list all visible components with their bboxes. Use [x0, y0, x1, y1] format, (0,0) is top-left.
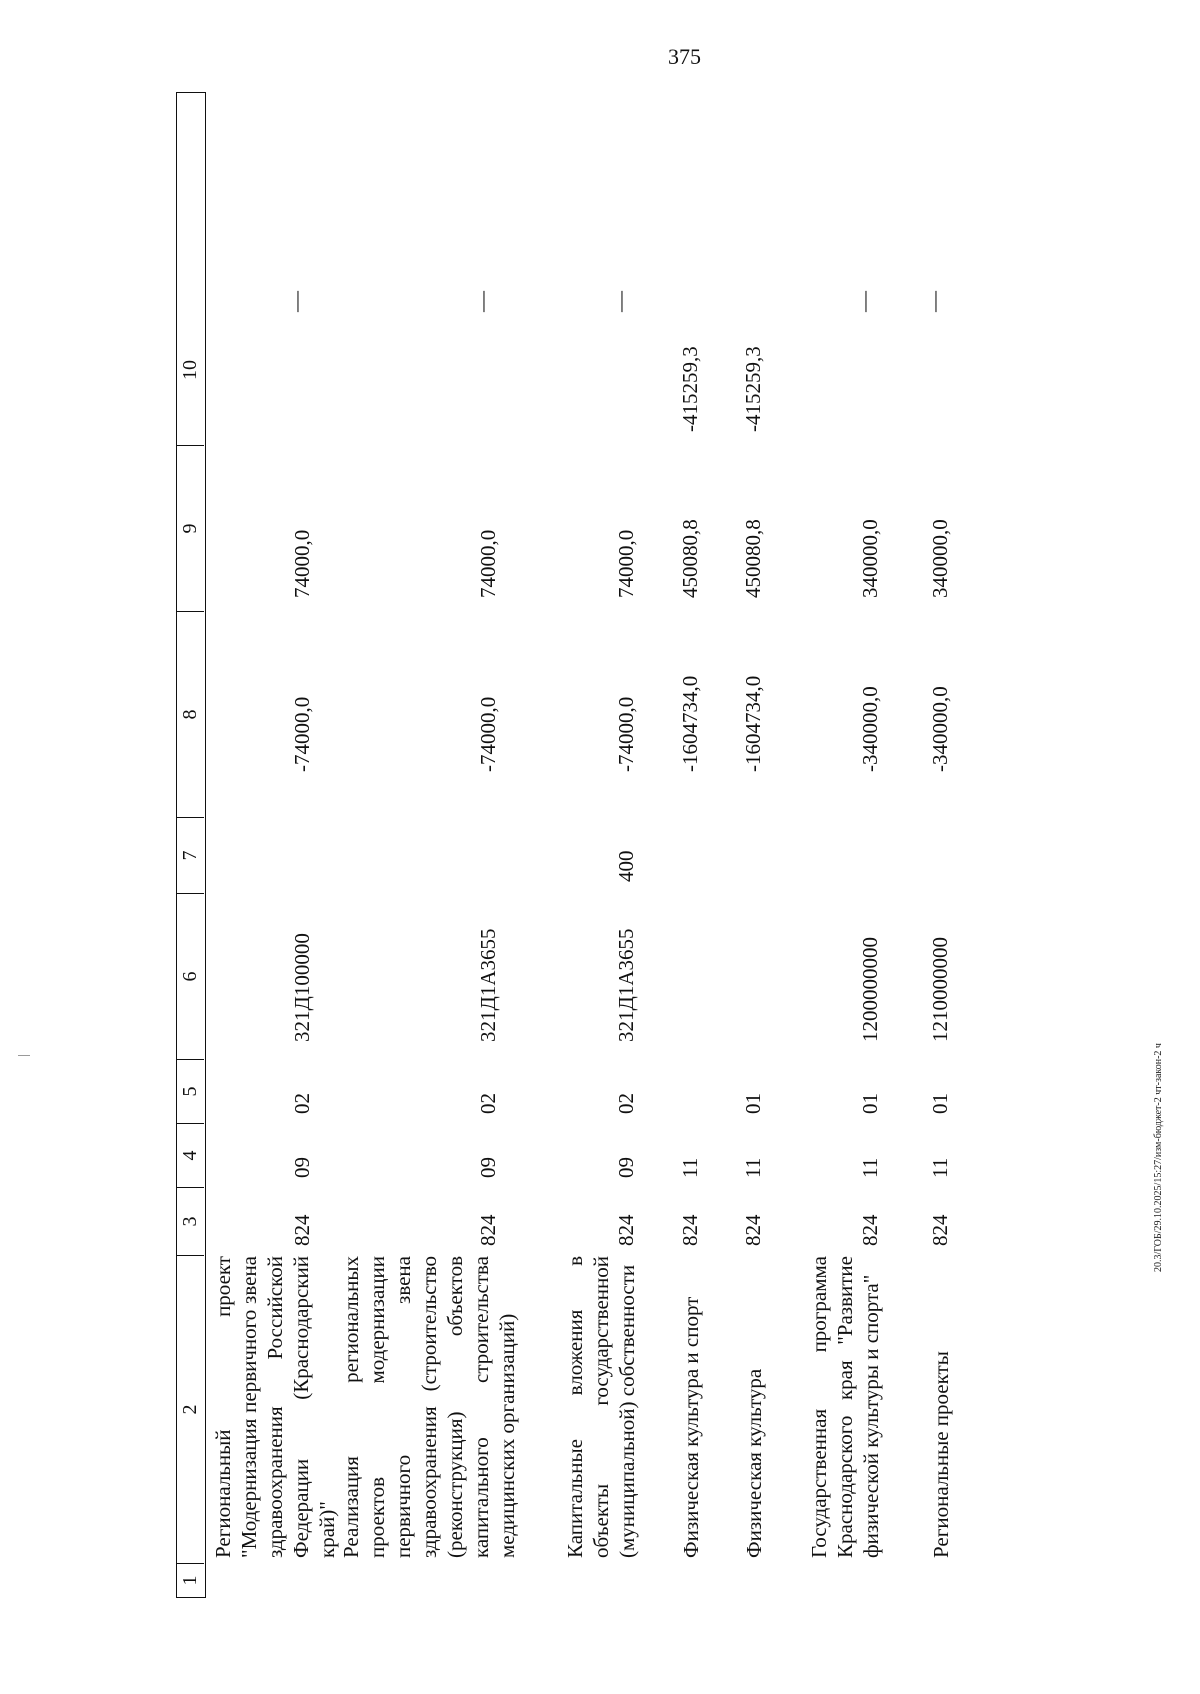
cell-amount-8: -74000,0	[614, 696, 638, 772]
cell-amount-9: 74000,0	[290, 529, 314, 598]
cell-amount-8: -1604734,0	[678, 675, 702, 772]
row-description: Физическая культура	[742, 1368, 766, 1558]
cell-code-4: 11	[858, 1157, 882, 1178]
cell-dash: —	[284, 291, 308, 312]
row-description: Региональный проект "Модернизация первичного звена здравоохранения Российской Федерации (Краснодарский край)"	[211, 1256, 339, 1558]
cell-code-4: 09	[290, 1157, 314, 1178]
col-header-1: 1	[177, 1563, 204, 1597]
cell-code-6: 1210000000	[928, 937, 952, 1042]
scan-mark	[18, 1055, 30, 1056]
cell-amount-9: 450080,8	[741, 519, 765, 598]
cell-code-3: 824	[290, 1214, 314, 1246]
cell-code-4: 11	[928, 1157, 952, 1178]
col-header-8: 8	[177, 611, 204, 817]
cell-amount-9: 340000,0	[928, 519, 952, 598]
row-description: Государственная программа Краснодарского края "Развитие физической культуры и спорта"	[807, 1256, 883, 1558]
cell-amount-8: -74000,0	[476, 696, 500, 772]
cell-code-5: 02	[290, 1093, 314, 1114]
cell-amount-8: -340000,0	[928, 686, 952, 772]
cell-code-5: 01	[858, 1093, 882, 1114]
col-header-3: 3	[177, 1187, 204, 1255]
cell-amount-8: -74000,0	[290, 696, 314, 772]
cell-amount-9: 74000,0	[614, 529, 638, 598]
page-number: 375	[668, 44, 701, 69]
cell-amount-9: 340000,0	[858, 519, 882, 598]
cell-code-4: 09	[614, 1157, 638, 1178]
cell-code-5: 02	[476, 1093, 500, 1114]
cell-amount-9: 74000,0	[476, 529, 500, 598]
cell-dash: —	[608, 291, 632, 312]
col-header-2: 2	[177, 1255, 204, 1563]
col-header-10: 10	[179, 360, 201, 380]
cell-code-3: 824	[858, 1214, 882, 1246]
cell-code-3: 824	[741, 1214, 765, 1246]
cell-code-4: 11	[741, 1157, 765, 1178]
cell-code-6: 321Д1А3655	[614, 928, 638, 1042]
cell-code-6: 321Д1А3655	[476, 928, 500, 1042]
row-description: Физическая культура и спорт	[679, 1296, 703, 1558]
col-header-9: 9	[177, 445, 204, 611]
row-description: Реализация региональных проектов модернизации первичного звена здравоохранения (строительство (реконструкция) объектов капитального строительства медицинских организаций)	[339, 1256, 519, 1558]
cell-code-6: 321Д100000	[290, 933, 314, 1042]
cell-code-3: 824	[678, 1214, 702, 1246]
budget-table	[176, 92, 1028, 1598]
table-header	[176, 92, 206, 1598]
cell-dash: —	[470, 291, 494, 312]
cell-amount-8: -1604734,0	[741, 675, 765, 772]
cell-code-7: 400	[614, 850, 638, 882]
cell-amount-10: -415259,3	[678, 346, 702, 432]
cell-code-5: 01	[928, 1093, 952, 1114]
cell-amount-9: 450080,8	[678, 519, 702, 598]
footer-code: 20.3/ГОБ/29.10.2025/15:27/изм-бюджет-2 чт-закон-2 ч	[1153, 1043, 1164, 1272]
cell-dash: —	[852, 291, 876, 312]
col-header-6: 6	[177, 893, 204, 1059]
col-header-5: 5	[177, 1059, 204, 1123]
row-description: Капитальные вложения в объекты государственной (муниципальной) собственности	[563, 1256, 639, 1558]
cell-code-6: 1200000000	[858, 937, 882, 1042]
cell-code-3: 824	[476, 1214, 500, 1246]
cell-code-3: 824	[928, 1214, 952, 1246]
cell-amount-8: -340000,0	[858, 686, 882, 772]
cell-code-4: 09	[476, 1157, 500, 1178]
cell-amount-10: -415259,3	[741, 346, 765, 432]
cell-dash: —	[922, 291, 946, 312]
cell-code-5: 01	[741, 1093, 765, 1114]
col-header-7: 7	[177, 817, 204, 893]
cell-code-3: 824	[614, 1214, 638, 1246]
row-description: Региональные проекты	[929, 1351, 953, 1558]
cell-code-5: 02	[614, 1093, 638, 1114]
cell-code-4: 11	[678, 1157, 702, 1178]
col-header-4: 4	[177, 1123, 204, 1187]
